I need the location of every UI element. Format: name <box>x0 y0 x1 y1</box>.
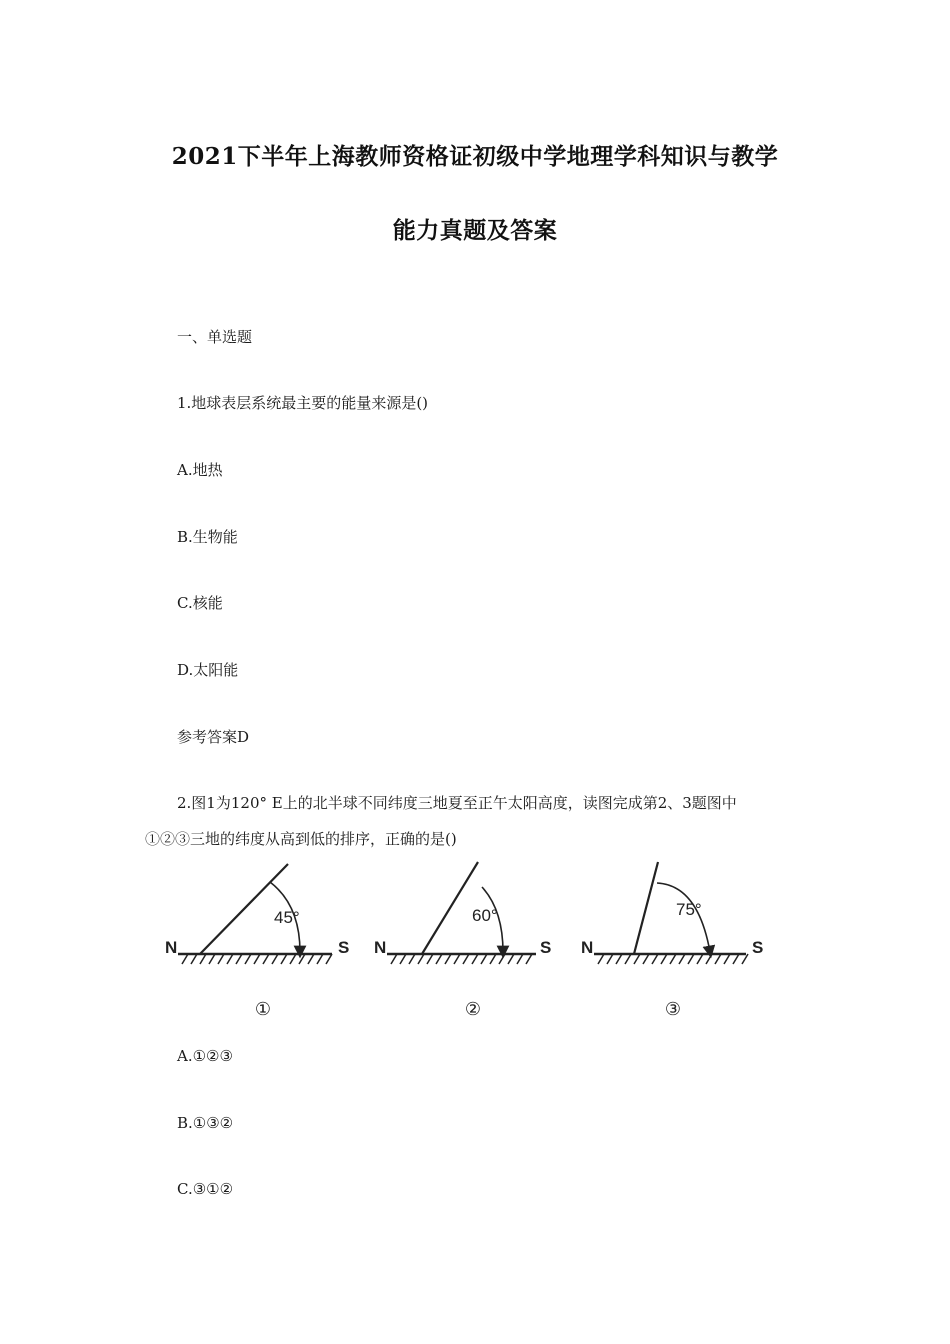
hatch-mark <box>427 954 433 964</box>
hatch-mark <box>472 954 478 964</box>
hatch-mark <box>263 954 269 964</box>
question-1-answer: 参考答案D <box>177 728 250 746</box>
hatch-mark <box>281 954 287 964</box>
hatch-mark <box>742 954 748 964</box>
hatch-mark <box>607 954 613 964</box>
panel-3-caption: ③ <box>664 999 682 1020</box>
hatch-mark <box>308 954 314 964</box>
hatch-mark <box>391 954 397 964</box>
hatch-mark <box>625 954 631 964</box>
hatch-mark <box>706 954 712 964</box>
hatch-mark <box>209 954 215 964</box>
hatch-mark <box>254 954 260 964</box>
hatch-mark <box>643 954 649 964</box>
panel-1-caption: ① <box>254 999 272 1020</box>
hatch-mark <box>236 954 242 964</box>
panel-2-caption: ② <box>464 999 482 1020</box>
hatch-mark <box>182 954 188 964</box>
hatch-mark <box>317 954 323 964</box>
hatch-mark <box>227 954 233 964</box>
panel-3-angle-label: 75° <box>676 900 702 919</box>
question-1-stem: 1.地球表层系统最主要的能量来源是() <box>177 394 429 412</box>
panel-3-south-label: S <box>752 938 764 957</box>
document-title-line-1: 2021下半年上海教师资格证初级中学地理学科知识与教学 <box>171 143 779 170</box>
hatch-mark <box>418 954 424 964</box>
hatch-mark <box>463 954 469 964</box>
hatch-mark <box>724 954 730 964</box>
panel-3-north-label: N <box>581 938 594 957</box>
hatch-mark <box>218 954 224 964</box>
panel-2 <box>374 862 551 964</box>
hatch-mark <box>670 954 676 964</box>
hatch-mark <box>508 954 514 964</box>
panel-3-hatching <box>598 954 748 964</box>
hatch-mark <box>272 954 278 964</box>
hatch-mark <box>191 954 197 964</box>
hatch-mark <box>517 954 523 964</box>
panel-2-angle-label: 60° <box>472 906 498 925</box>
hatch-mark <box>245 954 251 964</box>
hatch-mark <box>598 954 604 964</box>
question-1-option-c: C.核能 <box>177 594 223 612</box>
document-title-line-2: 能力真题及答案 <box>392 217 558 244</box>
question-2-stem-line-2: ①②③三地的纬度从高到低的排序，正确的是() <box>145 830 457 848</box>
question-1-option-a: A.地热 <box>177 461 223 479</box>
panel-2-sun-ray <box>422 862 478 954</box>
hatch-mark <box>715 954 721 964</box>
hatch-mark <box>326 954 332 964</box>
hatch-mark <box>490 954 496 964</box>
hatch-mark <box>400 954 406 964</box>
hatch-mark <box>688 954 694 964</box>
question-1-option-d: D.太阳能 <box>177 661 239 679</box>
panel-2-north-label: N <box>374 938 387 957</box>
panel-2-south-label: S <box>540 938 552 957</box>
question-2-option-a: A.①②③ <box>177 1047 233 1065</box>
hatch-mark <box>526 954 532 964</box>
hatch-mark <box>652 954 658 964</box>
panel-1-north-label: N <box>165 938 178 957</box>
question-1-option-b: B.生物能 <box>177 528 238 546</box>
panel-2-hatching <box>391 954 532 964</box>
question-2-stem-line-1: 2.图1为120° E上的北半球不同纬度三地夏至正午太阳高度，读图完成第2、3题图中 <box>177 794 737 812</box>
hatch-mark <box>733 954 739 964</box>
hatch-mark <box>634 954 640 964</box>
hatch-mark <box>436 954 442 964</box>
sun-altitude-figure <box>160 855 780 1030</box>
panel-1-angle-label: 45° <box>274 908 300 927</box>
hatch-mark <box>409 954 415 964</box>
panel-1-hatching <box>182 954 332 964</box>
sun-altitude-diagram <box>160 855 780 995</box>
hatch-mark <box>499 954 505 964</box>
hatch-mark <box>481 954 487 964</box>
question-2-option-b: B.①③② <box>177 1114 234 1132</box>
hatch-mark <box>679 954 685 964</box>
hatch-mark <box>616 954 622 964</box>
hatch-mark <box>200 954 206 964</box>
hatch-mark <box>454 954 460 964</box>
hatch-mark <box>661 954 667 964</box>
question-2-option-c: C.③①② <box>177 1180 234 1198</box>
hatch-mark <box>697 954 703 964</box>
section-heading: 一、单选题 <box>177 328 253 346</box>
hatch-mark <box>445 954 451 964</box>
panel-3 <box>581 862 763 964</box>
hatch-mark <box>290 954 296 964</box>
panel-1 <box>165 864 349 964</box>
panel-3-sun-ray <box>634 862 658 954</box>
hatch-mark <box>299 954 305 964</box>
panel-1-south-label: S <box>338 938 350 957</box>
